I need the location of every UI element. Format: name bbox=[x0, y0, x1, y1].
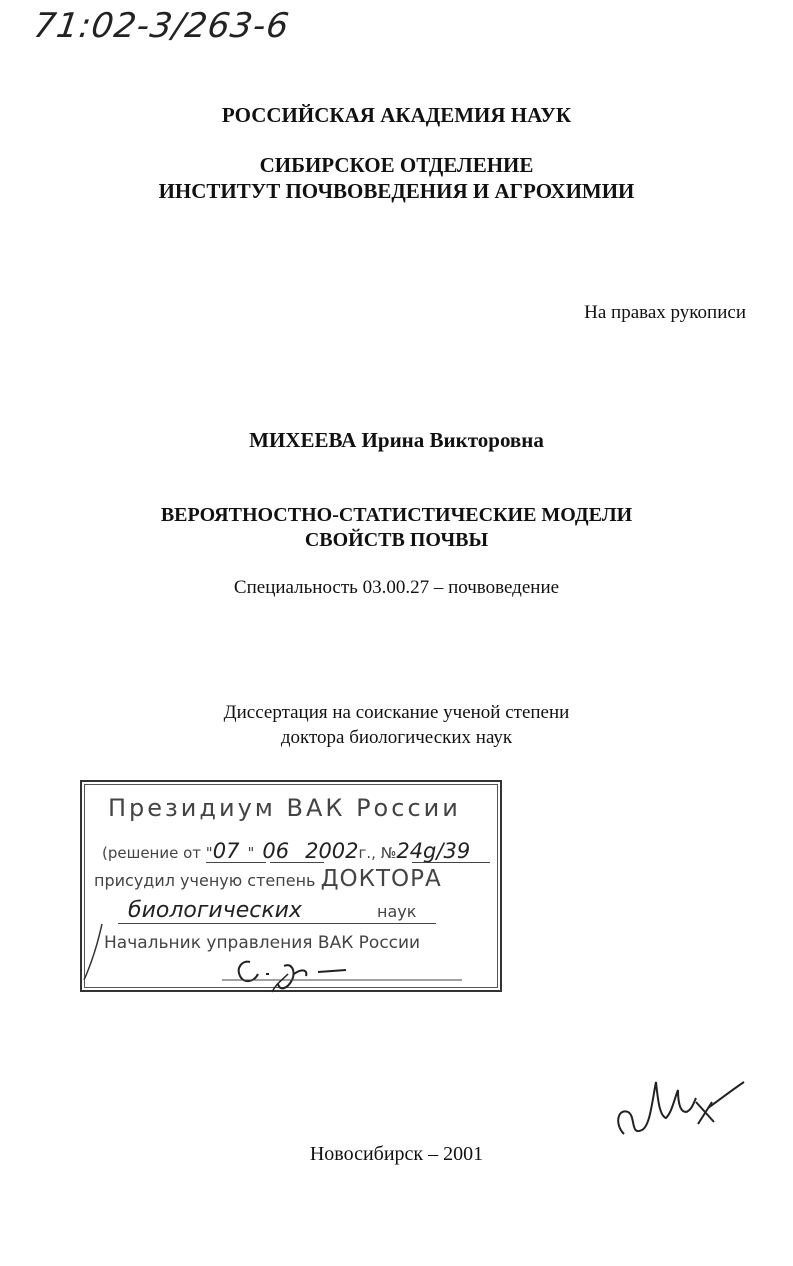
author-signature bbox=[612, 1072, 752, 1152]
city-year: Новосибирск – 2001 bbox=[309, 1143, 484, 1165]
archive-number: 71:02-3/263-6 bbox=[31, 6, 292, 46]
stamp-decision bbox=[102, 839, 470, 863]
stamp-decision-month: 06 bbox=[262, 839, 290, 863]
stamp-awarded-text: присудил ученую степень bbox=[94, 871, 316, 890]
stamp-decision-mid: " bbox=[247, 844, 255, 862]
stamp-decision-year: 2002 bbox=[305, 839, 359, 863]
stamp-science-suffix: наук bbox=[377, 902, 417, 921]
dissertation-line1: Диссертация на соискание ученой степени bbox=[223, 702, 570, 723]
stamp-science-handwritten: биологических bbox=[128, 898, 302, 923]
vak-stamp bbox=[80, 780, 502, 992]
institute-name: ИНСТИТУТ ПОЧВОВЕДЕНИЯ И АГРОХИМИИ bbox=[158, 179, 635, 203]
rights-note: На правах рукописи bbox=[584, 302, 746, 323]
stamp-decision-year-suffix: г., № bbox=[358, 844, 397, 862]
academy-name: РОССИЙСКАЯ АКАДЕМИЯ НАУК bbox=[221, 103, 572, 127]
stamp-decision-prefix: (решение от " bbox=[102, 844, 213, 862]
dissertation-line2: доктора биологических наук bbox=[280, 727, 513, 748]
stamp-header: Президиум ВАК России bbox=[108, 794, 461, 822]
thesis-title-line2: СВОЙСТВ ПОЧВЫ bbox=[304, 529, 489, 551]
stamp-decision-number: 24g/39 bbox=[396, 839, 471, 863]
branch-name: СИБИРСКОЕ ОТДЕЛЕНИЕ bbox=[259, 153, 534, 177]
stamp-head: Начальник управления ВАК России bbox=[104, 933, 421, 953]
specialty: Специальность 03.00.27 – почвоведение bbox=[233, 577, 560, 598]
stamp-science bbox=[128, 898, 416, 923]
thesis-title-line1: ВЕРОЯТНОСТНО-СТАТИСТИЧЕСКИЕ МОДЕЛИ bbox=[160, 504, 633, 526]
stamp-decision-day: 07 bbox=[212, 839, 240, 863]
stamp-degree: ДОКТОРА bbox=[320, 866, 442, 892]
author-name: МИХЕЕВА Ирина Викторовна bbox=[249, 428, 544, 452]
stamp-awarded bbox=[94, 866, 442, 892]
stamp-side-mark bbox=[80, 922, 110, 982]
stamp-signature bbox=[222, 954, 472, 1004]
